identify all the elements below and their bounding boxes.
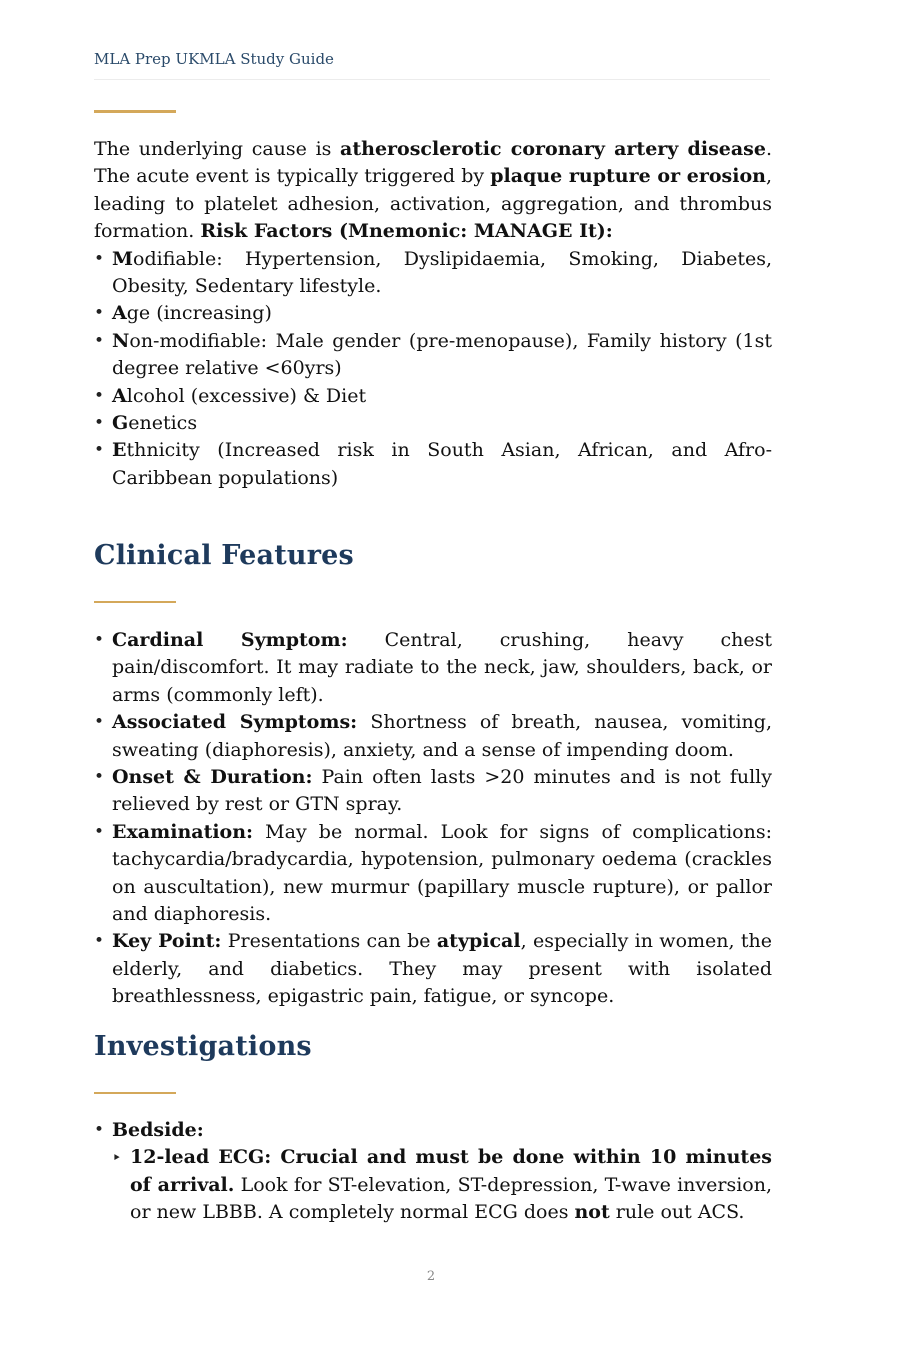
- list-item: [94, 928, 772, 1010]
- accent-rule: [94, 1092, 176, 1094]
- intro-bold-2: plaque rupture or erosion: [490, 165, 766, 188]
- list-item: [94, 819, 772, 929]
- list-item-text: odifiable: Hypertension, Dyslipidaemia, Smoking, Diabetes, Obesity, Sedentary lifestyle.: [112, 247, 772, 298]
- list-item-text: on-modifiable: Male gender (pre-menopause), Family history (1st degree relative <60yrs): [112, 329, 772, 380]
- mnemonic-letter: E: [112, 439, 127, 462]
- item-label: Key Point:: [112, 930, 222, 953]
- section-heading-clinical-features: Clinical Features: [94, 540, 354, 571]
- intro-text-2: . The acute event is typically triggered by: [94, 138, 772, 188]
- list-item: [94, 764, 772, 819]
- bedside-label: Bedside:: [112, 1119, 204, 1141]
- item-text: , especially in women, the elderly, and diabetics. They may present with isolated breathlessness, epigastric pain, fatigue, or syncope.: [112, 930, 773, 1008]
- list-item: [94, 1117, 772, 1227]
- intro-text-1: The underlying cause is: [94, 138, 341, 160]
- mnemonic-letter: A: [112, 384, 127, 407]
- intro-bold-1: atherosclerotic coronary artery disease: [340, 138, 766, 160]
- ecg-bold: 12-lead ECG: Crucial and must be done within 10 minutes of arrival.: [130, 1146, 772, 1196]
- list-item: [94, 300, 772, 327]
- list-item-text: lcohol (excessive) & Diet: [126, 384, 367, 407]
- mnemonic-letter: N: [112, 329, 130, 352]
- page-number: 2: [426, 1269, 436, 1284]
- item-label: Associated Symptoms:: [112, 711, 358, 734]
- risk-factors-list: [94, 246, 772, 493]
- mnemonic-letter: M: [112, 247, 134, 270]
- item-label: Cardinal Symptom:: [112, 629, 348, 651]
- clinical-features-list: [94, 627, 772, 1011]
- item-text: May be normal. Look for signs of complications: tachycardia/bradycardia, hypotension, pulmonary oedema (crackles on auscultation), new murmur (papillary muscle rupture), or pallor and diaphoresis.: [112, 820, 772, 926]
- list-item: [94, 410, 772, 437]
- running-header: MLA Prep UKMLA Study Guide: [94, 50, 770, 80]
- section-heading-investigations: Investigations: [94, 1031, 312, 1062]
- list-item: [94, 383, 772, 410]
- accent-rule: [94, 601, 176, 603]
- item-text: Shortness of breath, nausea, vomiting, sweating (diaphoresis), anxiety, and a sense of impending doom.: [112, 711, 772, 761]
- mnemonic-letter: G: [112, 412, 129, 435]
- item-text: Pain often lasts >20 minutes and is not fully relieved by rest or GTN spray.: [112, 766, 772, 816]
- item-text: Central, crushing, heavy chest pain/discomfort. It may radiate to the neck, jaw, shoulders, back, or arms (commonly left).: [112, 629, 772, 706]
- sub-list-item: [112, 1144, 772, 1226]
- list-item: [94, 709, 772, 764]
- investigations-block: [94, 1117, 772, 1227]
- accent-rule: [94, 110, 176, 113]
- list-item-text: thnicity (Increased risk in South Asian, African, and Afro-Caribbean populations): [112, 439, 772, 489]
- intro-paragraph: [94, 136, 772, 246]
- list-item-text: ge (increasing): [126, 302, 272, 325]
- item-text: Presentations can be: [221, 930, 437, 953]
- list-item: [94, 437, 772, 492]
- list-item-text: enetics: [128, 412, 198, 435]
- list-item: [94, 328, 772, 383]
- item-bold: atypical: [436, 930, 521, 953]
- item-label: Onset & Duration:: [112, 766, 313, 789]
- ecg-text: Look for ST-elevation, ST-depression, T-wave inversion, or new LBBB. A completely normal ECG does: [130, 1173, 772, 1224]
- clinical-features-block: [94, 627, 772, 1011]
- investigations-list: [94, 1117, 772, 1227]
- ecg-text: rule out ACS.: [609, 1201, 745, 1224]
- intro-text-3: , leading to platelet adhesion, activation, aggregation, and thrombus formation.: [94, 165, 773, 243]
- bedside-sublist: [112, 1144, 772, 1226]
- pathophysiology-block: [94, 136, 772, 492]
- risk-factors-heading: Risk Factors (Mnemonic: MANAGE It):: [200, 220, 613, 243]
- list-item: [94, 246, 772, 301]
- ecg-not: not: [574, 1201, 610, 1224]
- list-item: [94, 627, 772, 709]
- item-label: Examination:: [112, 820, 254, 843]
- mnemonic-letter: A: [112, 302, 127, 325]
